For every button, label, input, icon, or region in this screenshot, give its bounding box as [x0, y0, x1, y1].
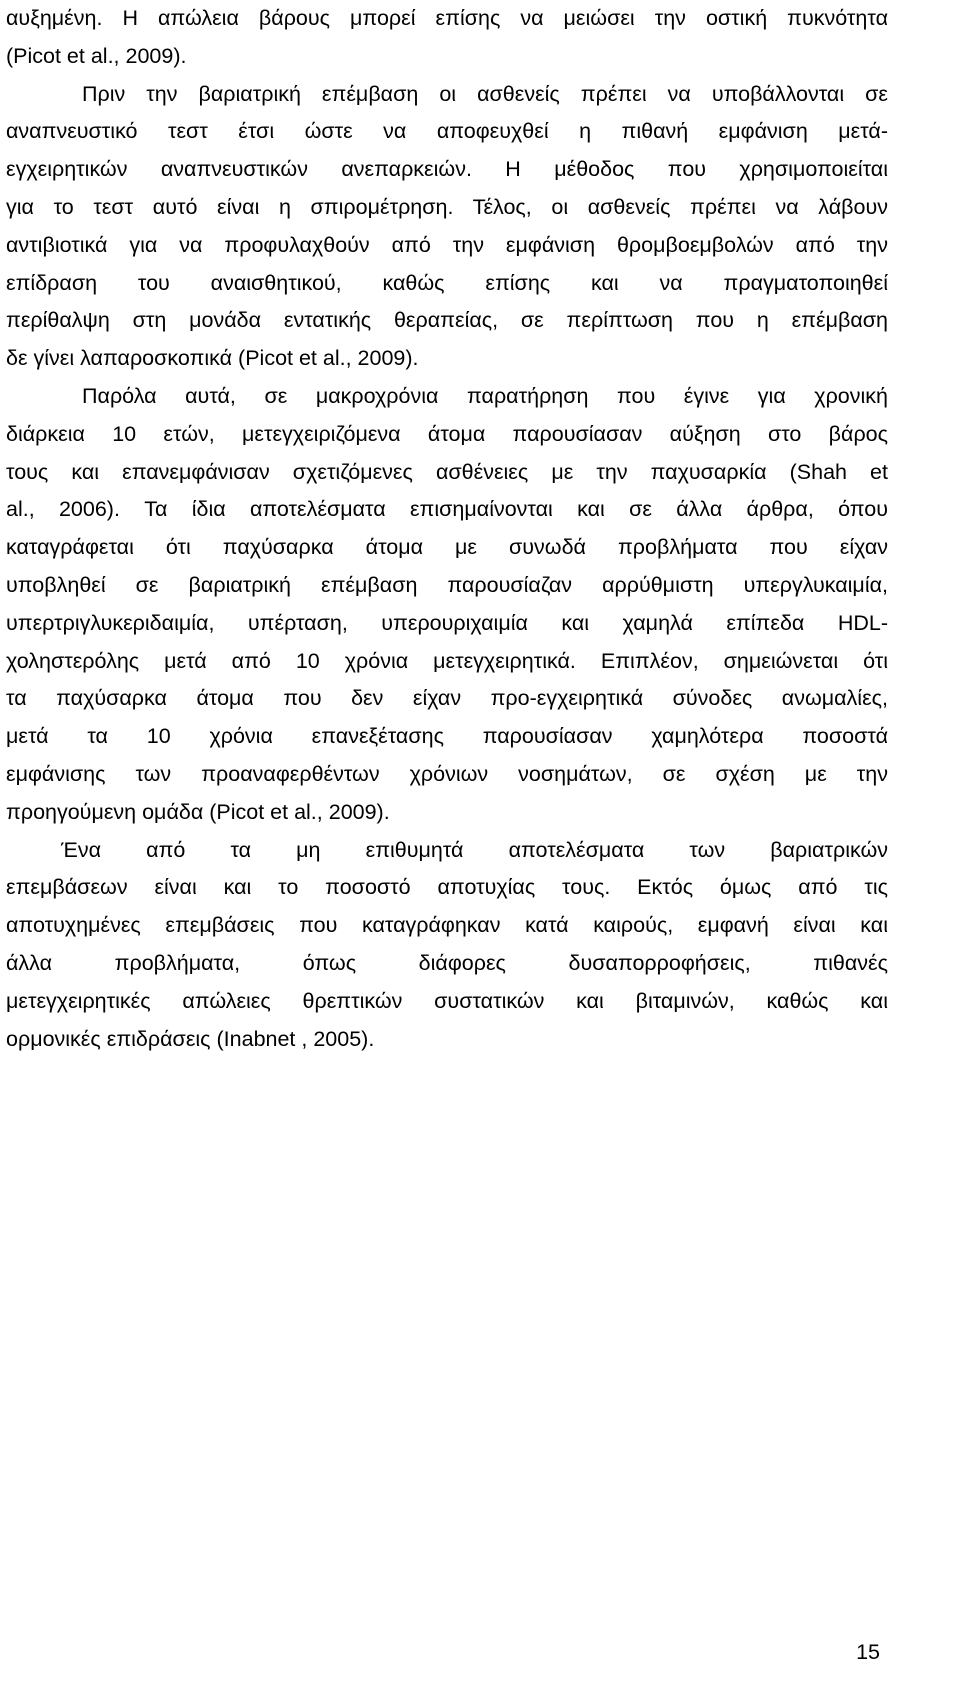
text-line: αντιβιοτικά για να προφυλαχθούν από την εμφάνιση θρομβοεμβολών από την: [6, 232, 888, 257]
text-line: τους και επανεμφάνισαν σχετιζόμενες ασθένειες με την παχυσαρκία (Shah et: [6, 459, 888, 484]
text-line: αναπνευστικό τεστ έτσι ώστε να αποφευχθεί η πιθανή εμφάνιση μετά-: [6, 119, 888, 144]
text-line: υποβληθεί σε βαριατρική επέμβαση παρουσίαζαν αρρύθμιστη υπεργλυκαιμία,: [6, 572, 888, 597]
text-line: επεμβάσεων είναι και το ποσοστό αποτυχίας τους. Εκτός όμως από τις: [6, 875, 888, 900]
paragraph-preoperative: [6, 76, 888, 378]
text-line: Ένα από τα μη επιθυμητά αποτελέσματα των βαριατρικών: [61, 837, 888, 862]
text-line: εμφάνισης των προαναφερθέντων χρόνιων νοσημάτων, σε σχέση με την: [6, 761, 888, 786]
page-number: 15: [856, 1640, 880, 1664]
text-line: καταγράφεται ότι παχύσαρκα άτομα με συνωδά προβλήματα που είχαν: [6, 535, 888, 560]
text-line: τα παχύσαρκα άτομα που δεν είχαν προ-εγχειρητικά σύνοδες ανωμαλίες,: [6, 686, 888, 711]
text-line: Παρόλα αυτά, σε μακροχρόνια παρατήρηση που έγινε για χρονική: [82, 383, 888, 408]
text-line: άλλα προβλήματα, όπως διάφορες δυσαπορροφήσεις, πιθανές: [6, 950, 888, 975]
text-line: για το τεστ αυτό είναι η σπιρομέτρηση. Τέλος, οι ασθενείς πρέπει να λάβουν: [6, 194, 888, 219]
text-line: δε γίνει λαπαροσκοπικά (Picot et al., 2009).: [6, 346, 419, 371]
text-line: μετά τα 10 χρόνια επανεξέτασης παρουσίασαν χαμηλότερα ποσοστά: [6, 724, 888, 749]
text-line: Πριν την βαριατρική επέμβαση οι ασθενείς πρέπει να υποβάλλονται σε: [82, 81, 888, 106]
text-line: χοληστερόλης μετά από 10 χρόνια μετεγχειρητικά. Επιπλέον, σημειώνεται ότι: [6, 648, 888, 673]
text-line: εγχειρητικών αναπνευστικών ανεπαρκειών. Η μέθοδος που χρησιμοποιείται: [6, 157, 888, 182]
paragraph-undesired-outcomes: [6, 832, 888, 1059]
text-line: μετεγχειρητικές απώλειες θρεπτικών συστατικών και βιταμινών, καθώς και: [6, 988, 888, 1013]
text-line: al., 2006). Τα ίδια αποτελέσματα επισημαίνονται και σε άλλα άρθρα, όπου: [6, 497, 888, 522]
paragraph-long-term-observation: [6, 378, 888, 832]
text-line: αυξημένη. Η απώλεια βάρους μπορεί επίσης να μειώσει την οστική πυκνότητα: [6, 6, 888, 30]
text-line: προηγούμενη ομάδα (Picot et al., 2009).: [6, 799, 390, 824]
text-line: ορμονικές επιδράσεις (Inabnet , 2005).: [6, 1026, 375, 1051]
document-body: [6, 0, 888, 1058]
text-line: αποτυχημένες επεμβάσεις που καταγράφηκαν κατά καιρούς, εμφανή είναι και: [6, 913, 888, 938]
paragraph-weight-loss: [6, 0, 888, 76]
text-line: περίθαλψη στη μονάδα εντατικής θεραπείας, σε περίπτωση που η επέμβαση: [6, 308, 888, 333]
text-line: (Picot et al., 2009).: [6, 43, 187, 68]
text-line: υπερτριγλυκεριδαιμία, υπέρταση, υπερουριχαιμία και χαμηλά επίπεδα HDL-: [6, 610, 888, 635]
text-line: επίδραση του αναισθητικού, καθώς επίσης και να πραγματοποιηθεί: [6, 270, 888, 295]
text-line: διάρκεια 10 ετών, μετεγχειριζόμενα άτομα παρουσίασαν αύξηση στο βάρος: [6, 421, 888, 446]
